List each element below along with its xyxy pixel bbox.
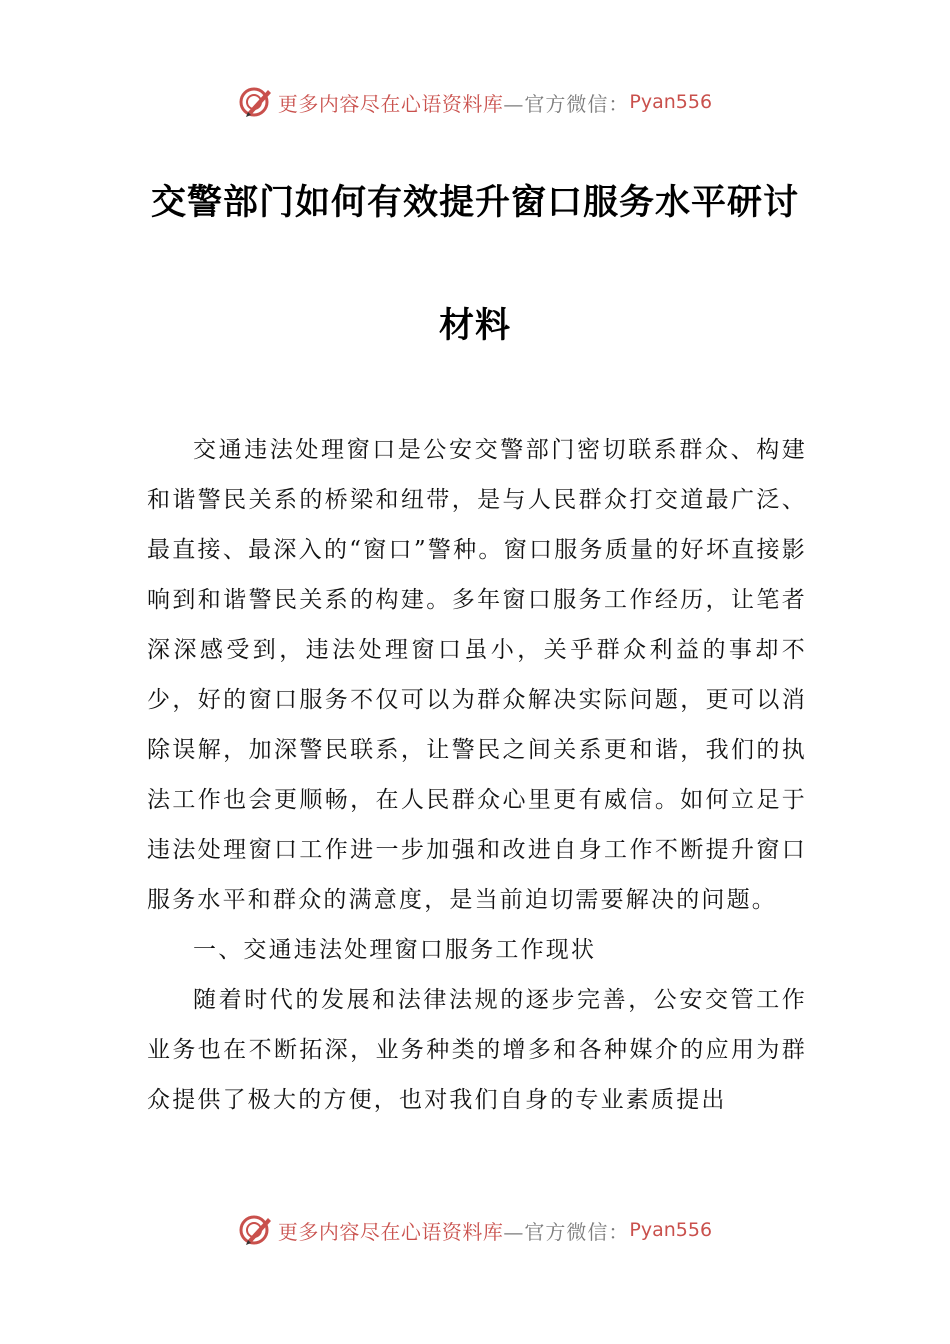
section-heading-1: 一、交通违法处理窗口服务工作现状 <box>193 937 597 963</box>
document-body <box>147 425 807 1125</box>
document-title-line-2: 材料 <box>438 305 511 346</box>
pen-logo-icon <box>238 84 274 120</box>
watermark-brand: 更多内容尽在心语资料库 <box>277 91 504 116</box>
watermark-brand: 更多内容尽在心语资料库 <box>277 1219 504 1244</box>
watermark-official: —官方微信： <box>503 91 630 116</box>
header-watermark <box>0 82 950 122</box>
footer-watermark <box>0 1210 950 1250</box>
watermark-official: —官方微信： <box>503 1219 630 1244</box>
paragraph-section-1: 随着时代的发展和法律法规的逐步完善，公安交管工作业务也在不断拓深，业务种类的增多和各种媒介的应用为群众提供了极大的方便，也对我们自身的专业素质提出 <box>147 987 807 1113</box>
document-title-line-1: 交警部门如何有效提升窗口服务水平研讨 <box>150 182 799 223</box>
watermark-handle: Pyan556 <box>629 91 713 113</box>
pen-logo-icon <box>238 1212 274 1248</box>
watermark-handle: Pyan556 <box>629 1219 713 1241</box>
paragraph-intro: 交通违法处理窗口是公安交警部门密切联系群众、构建和谐警民关系的桥梁和纽带，是与人民群众打交道最广泛、最直接、最深入的“窗口”警种。窗口服务质量的好坏直接影响到和谐警民关系的构建。多年窗口服务工作经历，让笔者深深感受到，违法处理窗口虽小，关乎群众利益的事却不少，好的窗口服务不仅可以为群众解决实际问题，更可以消除误解，加深警民联系，让警民之间关系更和谐，我们的执法工作也会更顺畅，在人民群众心里更有威信。如何立足于违法处理窗口工作进一步加强和改进自身工作不断提升窗口服务水平和群众的满意度，是当前迫切需要解决的问题。 <box>147 437 807 913</box>
